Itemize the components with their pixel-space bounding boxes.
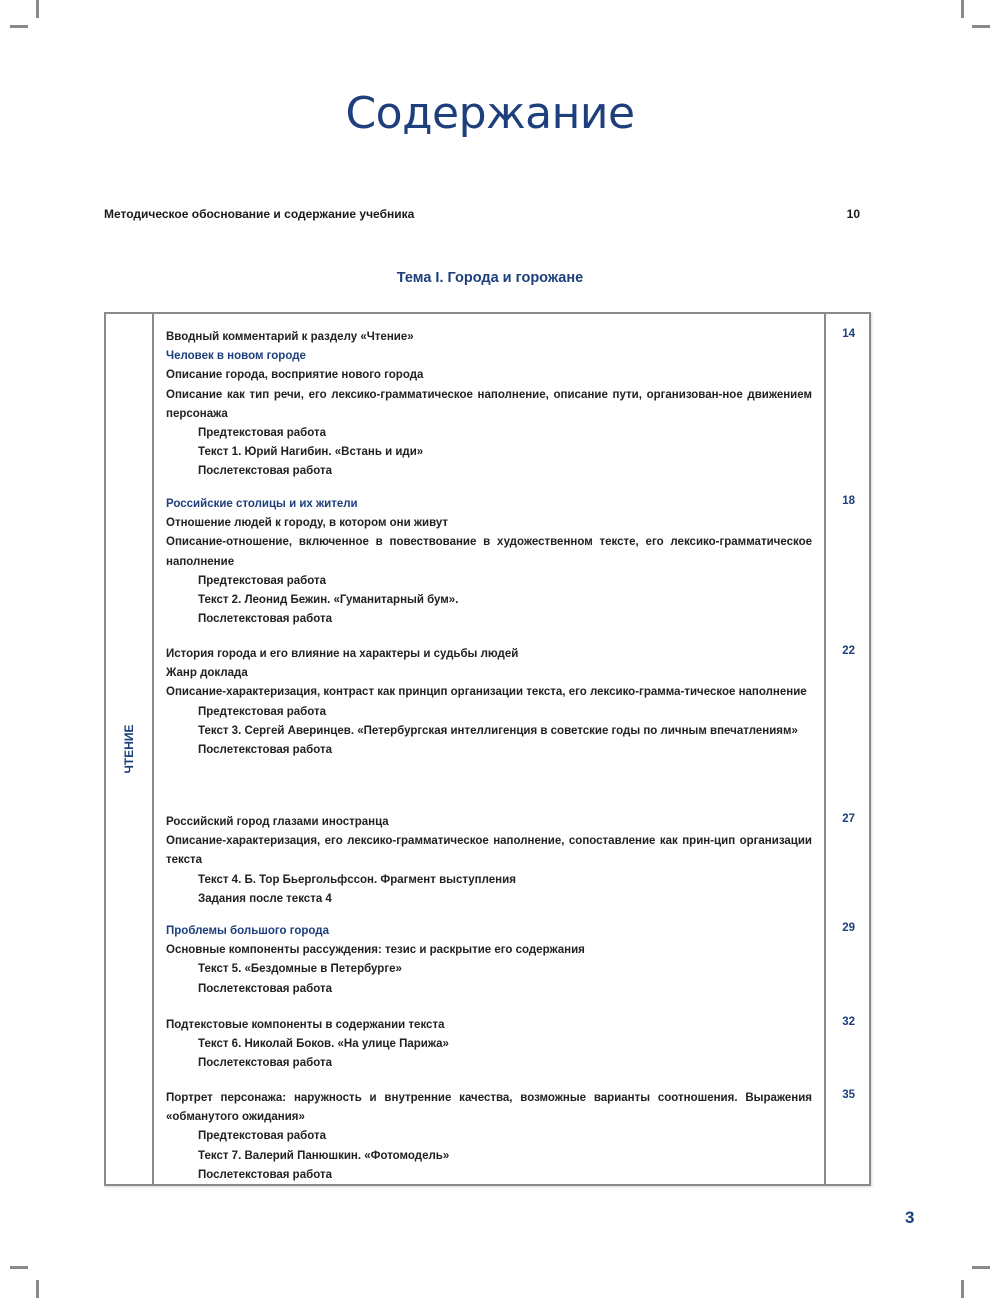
toc-entry-intro[interactable] [104, 207, 860, 221]
toc-page-column [826, 314, 869, 1184]
crop-mark [972, 25, 990, 28]
toc-entry[interactable]: Предтекстовая работа [198, 1130, 327, 1143]
toc-entry[interactable]: Портрет персонажа: наружность и внутренние качества, возможные варианты соотношения. Выражения «обманутого ожидания» [166, 1092, 812, 1124]
crop-mark [961, 1280, 964, 1298]
page-number: 3 [905, 1208, 915, 1227]
toc-page-number: 35 [842, 1089, 855, 1101]
toc-table [104, 312, 871, 1186]
toc-entry[interactable]: Отношение людей к городу, в котором они живут [166, 517, 449, 530]
toc-block [166, 495, 812, 629]
toc-entry[interactable]: Послетекстовая работа [198, 744, 332, 757]
toc-entry[interactable]: Послетекстовая работа [198, 982, 332, 995]
toc-entry[interactable]: Текст 7. Валерий Панюшкин. «Фотомодель» [198, 1149, 450, 1162]
crop-mark [10, 25, 28, 28]
toc-entry[interactable]: Текст 2. Леонид Бежин. «Гуманитарный бум». [198, 594, 459, 607]
toc-entry[interactable]: Текст 4. Б. Тор Бьергольфссон. Фрагмент выступления [198, 873, 516, 886]
toc-entry[interactable]: Вводный комментарий к разделу «Чтение» [166, 331, 414, 343]
toc-entry[interactable]: Текст 1. Юрий Нагибин. «Встань и иди» [198, 446, 424, 459]
toc-entry[interactable]: Задания после текста 4 [198, 892, 332, 905]
crop-mark [36, 0, 39, 18]
toc-entry[interactable]: Послетекстовая работа [198, 1057, 332, 1070]
toc-entry[interactable]: Послетекстовая работа [198, 1168, 332, 1181]
toc-block [166, 1089, 812, 1185]
toc-entry[interactable]: Проблемы большого города [166, 925, 329, 937]
toc-page-number: 22 [842, 645, 855, 657]
toc-page-number: 14 [842, 328, 855, 340]
toc-page-number: 18 [842, 495, 855, 507]
toc-entry[interactable]: Жанр доклада [166, 667, 248, 680]
toc-content-column [154, 314, 826, 1184]
toc-entry[interactable]: Описание города, восприятие нового города [166, 369, 424, 382]
section-label: ЧТЕНИЕ [122, 724, 136, 774]
toc-entry[interactable]: Предтекстовая работа [198, 705, 327, 718]
toc-entry-page: 10 [846, 207, 860, 221]
toc-entry[interactable]: Описание-отношение, включенное в повествование в художественном тексте, его лексико-грамматическое наполнение [166, 536, 812, 568]
toc-entry[interactable]: Описание как тип речи, его лексико-грамматическое наполнение, описание пути, организован-ное движением персонажа [166, 388, 812, 420]
toc-page-number: 32 [842, 1016, 855, 1028]
toc-entry[interactable]: Текст 6. Николай Боков. «На улице Парижа» [198, 1038, 449, 1051]
toc-entry[interactable]: Основные компоненты рассуждения: тезис и раскрытие его содержания [166, 944, 585, 957]
toc-entry[interactable]: Российский город глазами иностранца [166, 816, 389, 828]
section-label-column [106, 314, 154, 1184]
toc-block [166, 645, 812, 760]
toc-entry[interactable]: История города и его влияние на характеры и судьбы людей [166, 648, 519, 660]
toc-block [166, 1016, 812, 1074]
toc-entry[interactable]: Описание-характеризация, контраст как принцип организации текста, его лексико-грамма-тическое наполнение [166, 686, 807, 699]
toc-entry[interactable]: Предтекстовая работа [198, 574, 327, 587]
toc-entry-label: Методическое обоснование и содержание учебника [104, 207, 415, 221]
toc-entry[interactable]: Послетекстовая работа [198, 613, 332, 626]
crop-mark [36, 1280, 39, 1298]
toc-entry[interactable]: Предтекстовая работа [198, 427, 327, 440]
toc-block [166, 922, 812, 999]
toc-entry[interactable]: Послетекстовая работа [198, 465, 332, 478]
toc-entry[interactable]: Человек в новом городе [166, 350, 306, 363]
crop-mark [972, 1266, 990, 1269]
toc-entry[interactable]: Текст 3. Сергей Аверинцев. «Петербургская интеллигенция в советские годы по личным впечатлениям» [198, 724, 798, 737]
toc-page-number: 29 [842, 922, 855, 934]
toc-block [166, 328, 812, 482]
crop-mark [10, 1266, 28, 1269]
toc-page-number: 27 [842, 813, 855, 825]
toc-entry[interactable]: Российские столицы и их жители [166, 498, 358, 510]
crop-mark [961, 0, 964, 18]
toc-entry[interactable]: Подтекстовые компоненты в содержании текста [166, 1019, 445, 1031]
toc-entry[interactable]: Текст 5. «Бездомные в Петербурге» [198, 963, 402, 976]
toc-entry[interactable]: Описание-характеризация, его лексико-грамматическое наполнение, сопоставление как прин-цип организации текста [166, 835, 812, 867]
page-title: Содержание [345, 88, 635, 139]
theme-heading: Тема I. Города и горожане [396, 270, 584, 286]
toc-block [166, 813, 812, 909]
